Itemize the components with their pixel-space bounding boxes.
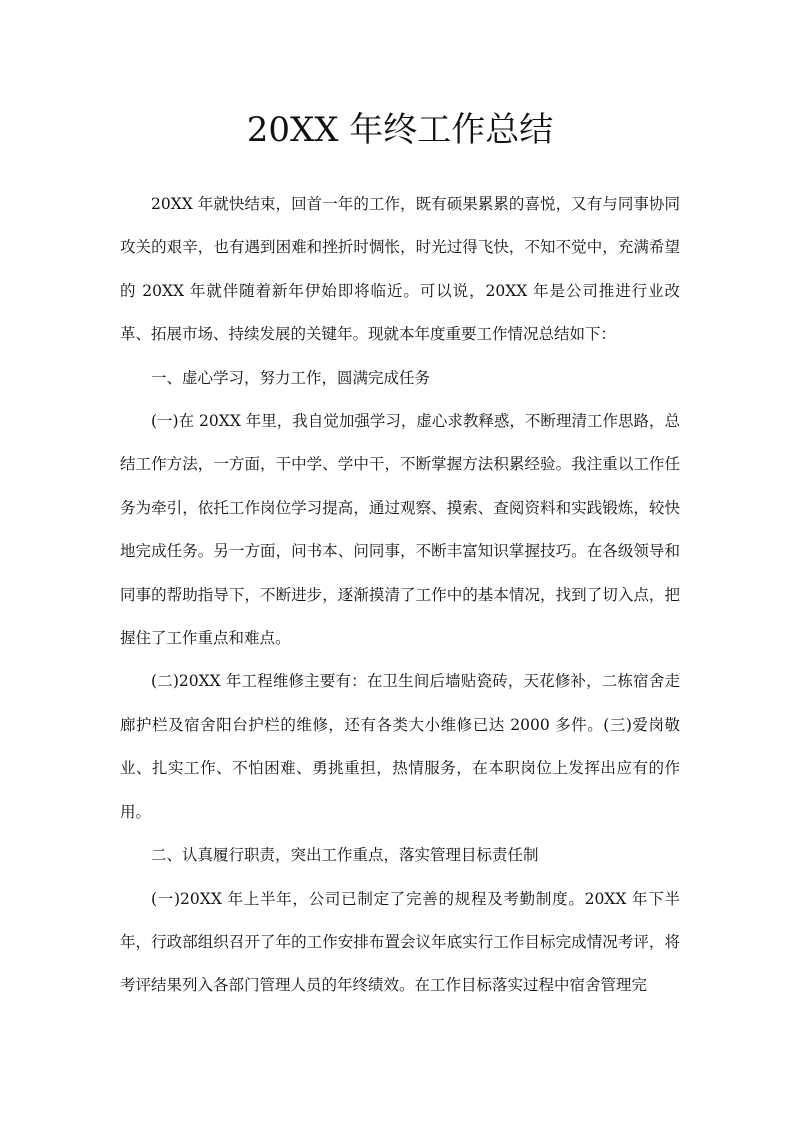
paragraph-section-2-item-1: (一)20XX 年上半年，公司已制定了完善的规程及考勤制度。20XX 年下半年，行政部组织召开了年的工作安排布置会议年底实行工作目标完成情况考评，将考评结果列入各部门管理人员的年终绩效。在工作目标落实过程中宿舍管理完	[120, 889, 680, 995]
section-heading-1: 一、虚心学习，努力工作，圆满完成任务	[151, 368, 431, 387]
section-heading-2: 二、认真履行职责，突出工作重点，落实管理目标责任制	[151, 846, 539, 865]
paragraph-section-1-item-2: (二)20XX 年工程维修主要有：在卫生间后墙贴瓷砖，天花修补，二栋宿舍走廊护栏及宿舍阳台护栏的维修，还有各类大小维修已达 2000 多件。(三)爱岗敬业、扎实工作、不怕困难、勇挑重担，热情服务，在本职岗位上发挥出应有的作用。	[120, 672, 680, 821]
document-title: 20XX 年终工作总结	[246, 110, 554, 150]
paragraph-intro: 20XX 年就快结束，回首一年的工作，既有硕果累累的喜悦，又有与同事协同攻关的艰辛，也有遇到困难和挫折时惆怅，时光过得飞快，不知不觉中，充满希望的 20XX 年就伴随着新年伊始即将临近。可以说，20XX 年是公司推进行业改革、拓展市场、持续发展的关键年。现就本年度重要工作情况总结如下：	[120, 195, 680, 344]
paragraph-section-1-item-1: (一)在 20XX 年里，我自觉加强学习，虚心求教释惑，不断理清工作思路，总结工作方法，一方面，干中学、学中干，不断掌握方法积累经验。我注重以工作任务为牵引，依托工作岗位学习提高，通过观察、摸索、查阅资料和实践锻炼，较快地完成任务。另一方面，问书本、问同事，不断丰富知识掌握技巧。在各级领导和同事的帮助指导下，不断进步，逐渐摸清了工作中的基本情况，找到了切入点，把握住了工作重点和难点。	[120, 412, 680, 648]
document-body	[120, 183, 680, 1008]
